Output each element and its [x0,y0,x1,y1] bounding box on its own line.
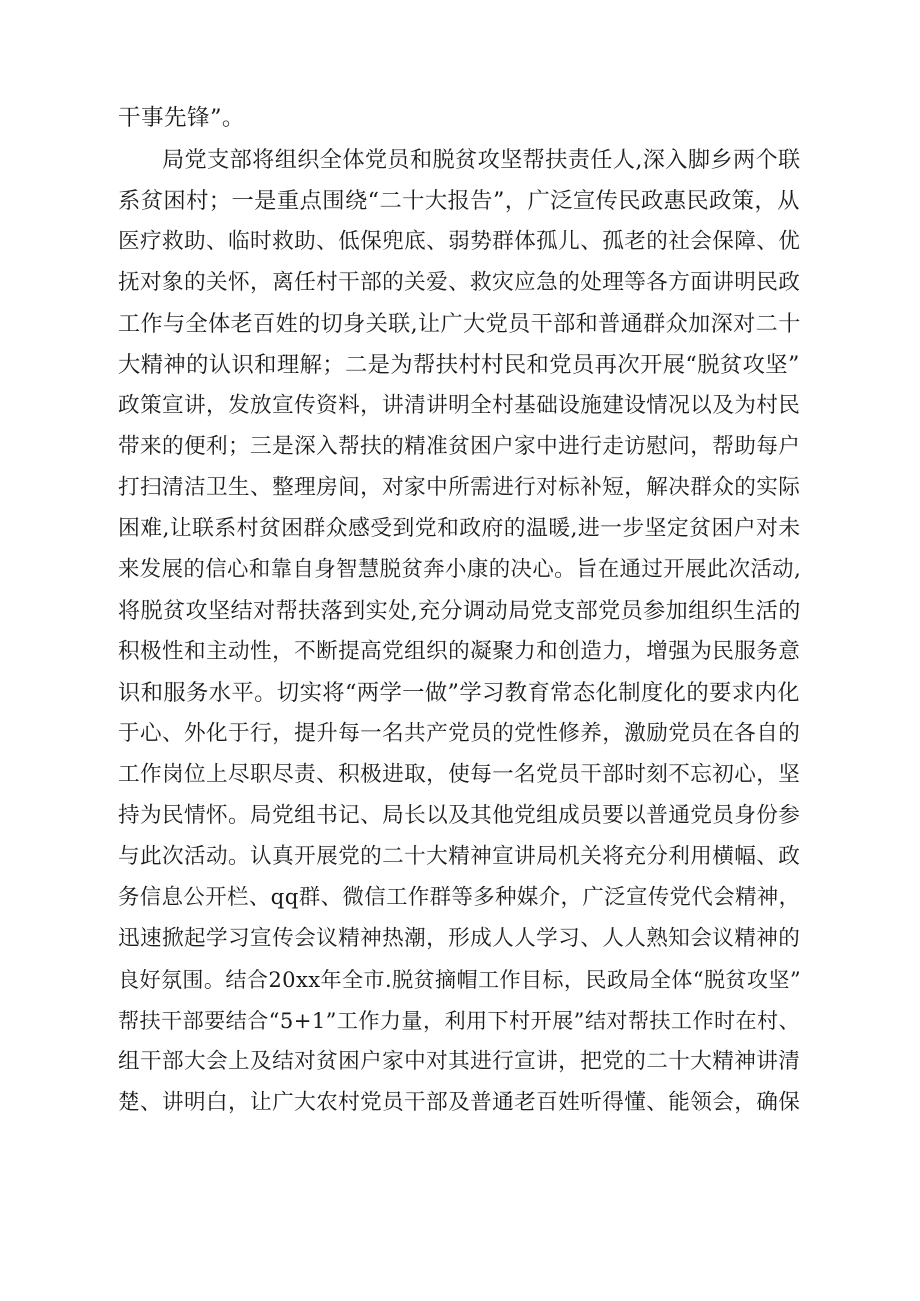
text-line: 帮扶干部要结合“5+1”工作力量，利用下村开展”结对帮扶工作时在村、 [118,1008,801,1033]
text-line: 干事先锋”。 [118,105,245,131]
text-line: 识和服务水平。切实将“两学一做”学习教育常态化制度化的要求内化 [118,680,800,706]
text-line: 楚、讲明白，让广大农村党员干部及普通老百姓听得懂、能领会，确保 [118,1090,801,1115]
text-line: 组干部大会上及结对贫困户家中对其进行宣讲，把党的二十大精神讲清 [118,1049,801,1074]
text-line: 带来的便利；三是深入帮扶的精准贫困户家中进行走访慰问，帮助每户 [118,434,801,459]
text-line: 医疗救助、临时救助、低保兜底、弱势群体孤儿、孤老的社会保障、优 [118,229,801,254]
text-line: 打扫清洁卫生、整理房间，对家中所需进行对标补短，解决群众的实际 [118,475,801,500]
text-line: 将脱贫攻坚结对帮扶落到实处,充分调动局党支部党员参加组织生活的 [118,598,801,624]
text-line: 抚对象的关怀，离任村干部的关爱、救灾应急的处理等各方面讲明民政 [118,270,801,295]
text-line: 积极性和主动性，不断提高党组织的凝聚力和创造力，增强为民服务意 [118,639,801,664]
text-line: 工作岗位上尽职尽责、积极进取，使每一名党员干部时刻不忘初心，坚 [118,762,801,787]
text-line: 大精神的认识和理解；二是为帮扶村村民和党员再次开展“脱贫攻坚” [118,352,800,378]
text-line: 困难,让联系村贫困群众感受到党和政府的温暖,进一步坚定贫困户对未 [118,516,801,541]
text-line: 与此次活动。认真开展党的二十大精神宣讲局机关将充分利用横幅、政 [118,844,801,869]
text-line: 务信息公开栏、qq群、微信工作群等多种媒介，广泛宣传党代会精神， [118,885,801,910]
text-line: 于心、外化于行，提升每一名共产党员的党性修养，激励党员在各自的 [118,721,801,746]
paragraph-first-line: 局党支部将组织全体党员和脱贫攻坚帮扶责任人,深入脚乡两个联 [162,147,801,173]
text-line: 良好氛围。结合20xx年全市.脱贫摘帽工作目标，民政局全体“脱贫攻坚” [118,967,802,992]
text-line: 政策宣讲，发放宣传资料，讲清讲明全村基础设施建设情况以及为村民 [118,393,801,418]
text-line: 持为民情怀。局党组书记、局长以及其他党组成员要以普通党员身份参 [118,803,801,828]
text-line: 迅速掀起学习宣传会议精神热潮，形成人人学习、人人熟知会议精神的 [118,926,801,951]
text-line: 来发展的信心和靠自身智慧脱贫奔小康的决心。旨在通过开展此次活动, [118,557,802,582]
text-line: 工作与全体老百姓的切身关联,让广大党员干部和普通群众加深对二十 [118,311,801,337]
text-line: 系贫困村；一是重点围绕“二十大报告”，广泛宣传民政惠民政策，从 [118,188,800,214]
